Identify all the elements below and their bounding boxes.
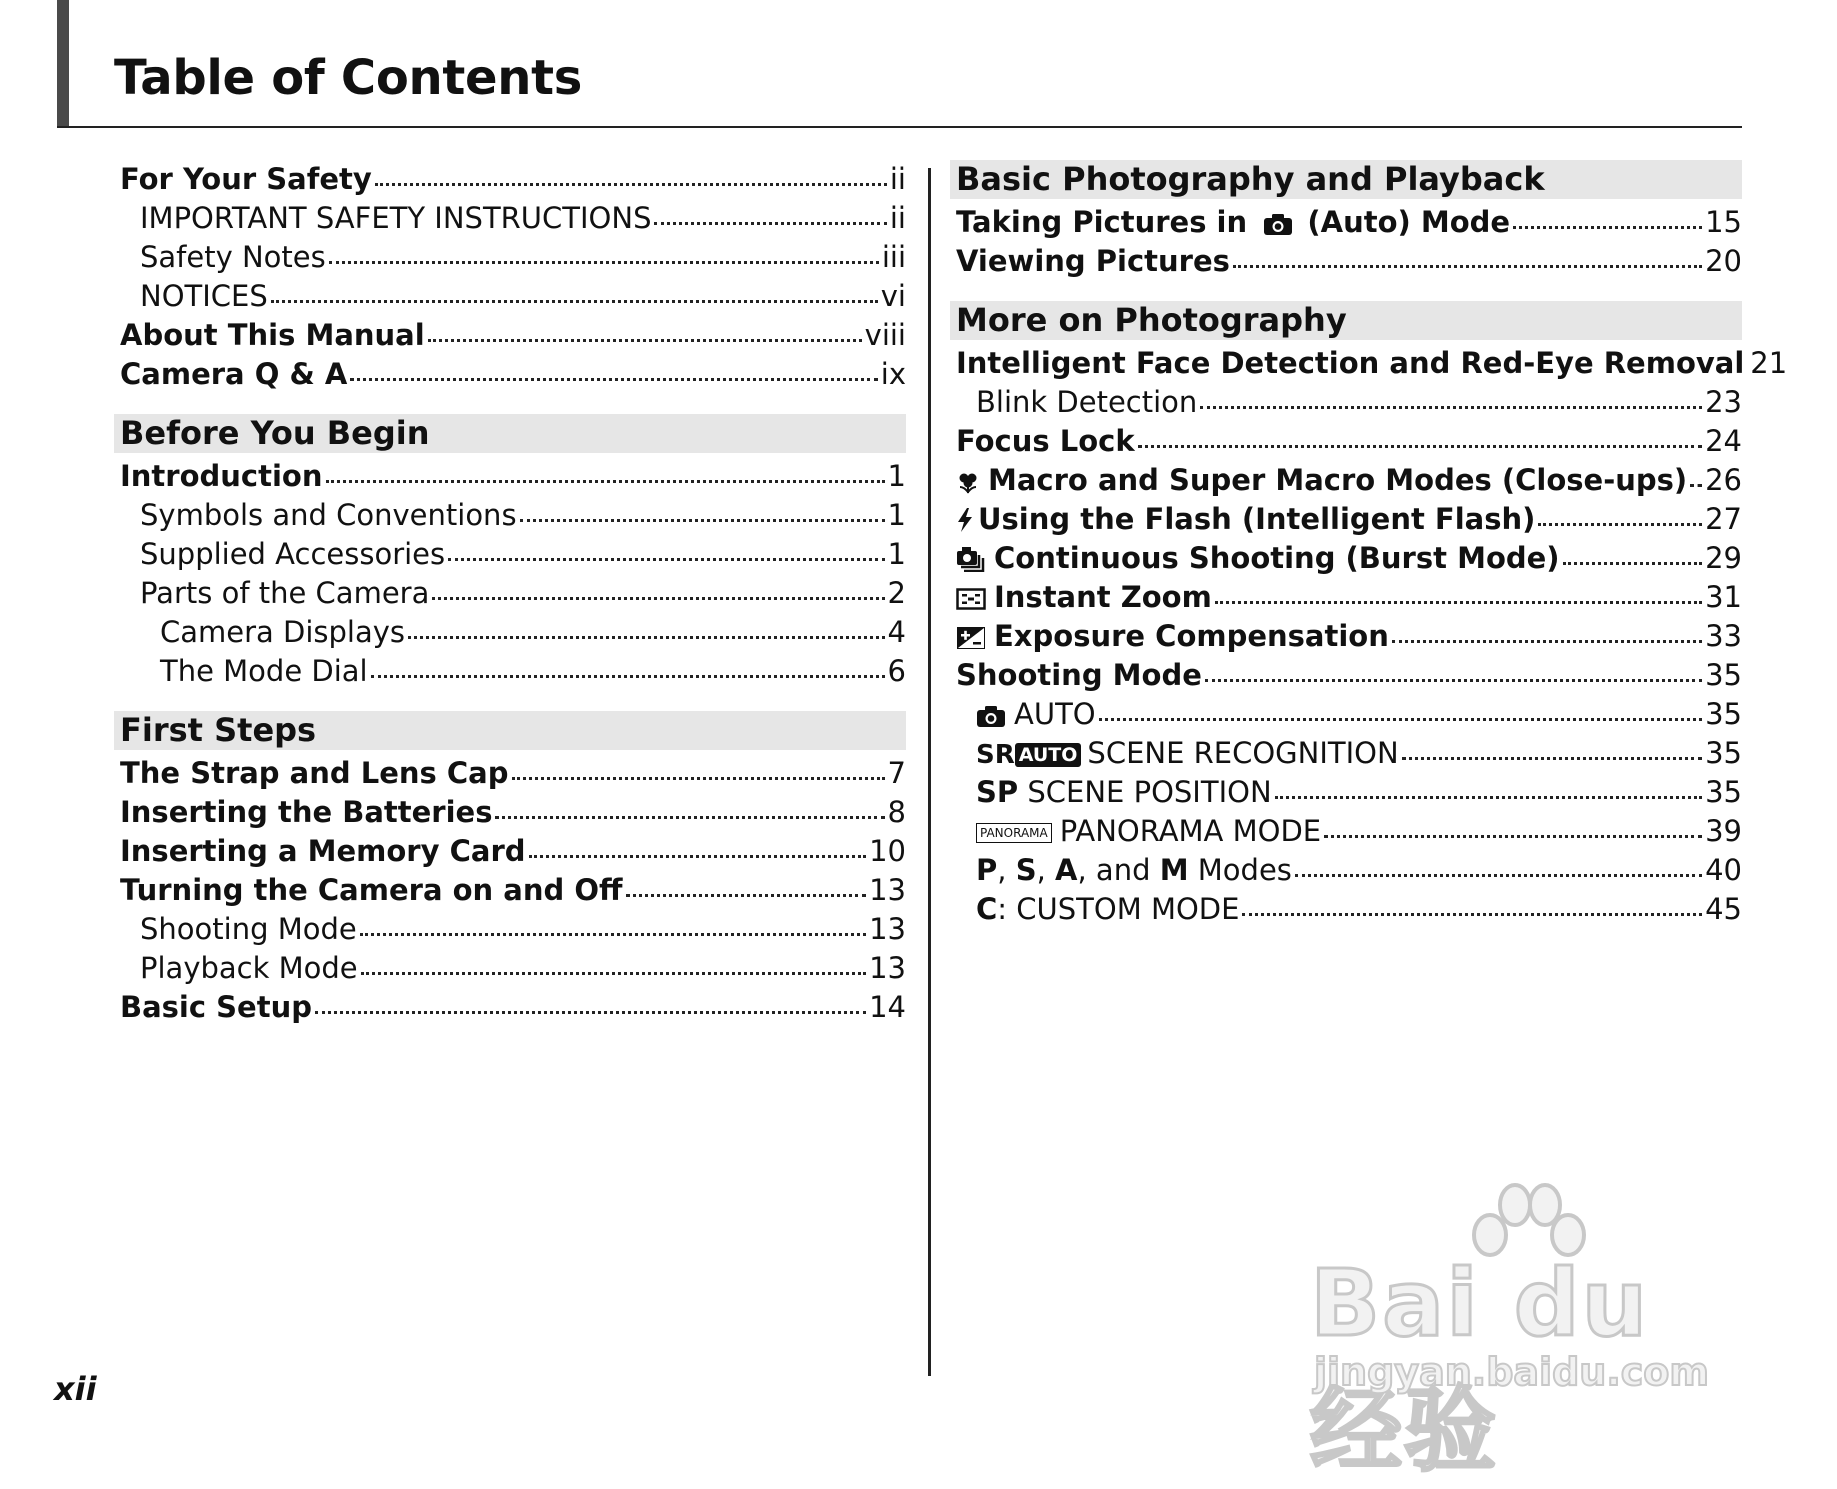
- toc-entry[interactable]: Introduction 1: [120, 459, 906, 493]
- toc-entry[interactable]: C: CUSTOM MODE 45: [976, 892, 1742, 926]
- camera-icon: [1263, 204, 1293, 243]
- toc-section-first-steps: [114, 711, 906, 1027]
- toc-entry[interactable]: Continuous Shooting (Burst Mode) 29: [950, 539, 1742, 578]
- toc-entry[interactable]: Inserting a Memory Card 10: [120, 834, 906, 868]
- toc-entry[interactable]: Safety Notes iii: [140, 240, 906, 274]
- toc-entry[interactable]: Inserting the Batteries 8: [120, 795, 906, 829]
- toc-entry[interactable]: Blink Detection 23: [976, 385, 1742, 419]
- column-divider: [928, 168, 931, 1376]
- toc-entry[interactable]: Viewing Pictures 20: [956, 244, 1742, 278]
- toc-entry[interactable]: Basic Setup 14: [120, 990, 906, 1024]
- toc-entry[interactable]: IMPORTANT SAFETY INSTRUCTIONS ii: [140, 201, 906, 235]
- toc-entry[interactable]: AUTO 35: [950, 695, 1742, 734]
- right-column: [950, 160, 1788, 949]
- section-heading: First Steps: [114, 711, 906, 750]
- panorama-icon: PANORAMA: [976, 823, 1052, 843]
- toc-section-before-you-begin: [114, 414, 906, 691]
- toc-entry[interactable]: Shooting Mode 35: [956, 658, 1742, 692]
- toc-entry[interactable]: SP SCENE POSITION 35: [976, 775, 1742, 809]
- toc-front-matter: [114, 160, 906, 394]
- toc-entry[interactable]: Taking Pictures in (Auto) Mode 15: [950, 203, 1742, 242]
- instant-zoom-icon: [956, 579, 986, 618]
- toc-entry[interactable]: PANORAMA PANORAMA MODE 39: [950, 812, 1742, 851]
- section-heading: Basic Photography and Playback: [950, 160, 1742, 199]
- toc-entry[interactable]: Using the Flash (Intelligent Flash) 27: [950, 500, 1742, 539]
- burst-mode-icon: [956, 540, 986, 579]
- auto-badge-icon: AUTO: [1015, 743, 1082, 767]
- scene-position-icon: SP: [976, 775, 1019, 809]
- toc-entry[interactable]: For Your Safety ii: [120, 162, 906, 196]
- toc-entry[interactable]: Camera Displays 4: [160, 615, 906, 649]
- exposure-compensation-icon: [956, 618, 986, 657]
- section-heading: Before You Begin: [114, 414, 906, 453]
- toc-section-more-on-photography: [950, 301, 1788, 929]
- toc-entry[interactable]: Instant Zoom 31: [950, 578, 1742, 617]
- watermark: [1310, 1180, 1750, 1484]
- toc-entry[interactable]: The Strap and Lens Cap 7: [120, 756, 906, 790]
- toc-entry[interactable]: Symbols and Conventions 1: [140, 498, 906, 532]
- page-title: Table of Contents: [114, 50, 583, 106]
- toc-entry[interactable]: Shooting Mode 13: [140, 912, 906, 946]
- watermark-url: jingyan.baidu.com: [1314, 1350, 1709, 1394]
- camera-icon: [976, 696, 1006, 735]
- flash-icon: [956, 501, 974, 540]
- section-heading: More on Photography: [950, 301, 1742, 340]
- toc-entry[interactable]: Macro and Super Macro Modes (Close-ups) 26: [950, 461, 1742, 500]
- left-column: [114, 160, 906, 1047]
- toc-entry[interactable]: Focus Lock 24: [956, 424, 1742, 458]
- toc-entry[interactable]: Turning the Camera on and Off 13: [120, 873, 906, 907]
- toc-entry[interactable]: Intelligent Face Detection and Red-Eye Removal 21: [956, 346, 1788, 380]
- toc-entry[interactable]: NOTICES vi: [140, 279, 906, 313]
- toc-entry[interactable]: Playback Mode 13: [140, 951, 906, 985]
- title-divider: [57, 126, 1742, 128]
- toc-entry[interactable]: SR AUTO SCENE RECOGNITION 35: [950, 734, 1742, 773]
- macro-flower-icon: [956, 462, 980, 501]
- page-number: xii: [54, 1370, 97, 1408]
- toc-entry[interactable]: P, S, A, and M Modes 40: [976, 853, 1742, 887]
- toc-entry[interactable]: Supplied Accessories 1: [140, 537, 906, 571]
- toc-section-basic-photography: [950, 160, 1742, 281]
- toc-entry[interactable]: Parts of the Camera 2: [140, 576, 906, 610]
- toc-entry[interactable]: The Mode Dial 6: [160, 654, 906, 688]
- toc-entry[interactable]: Exposure Compensation 33: [950, 617, 1742, 656]
- watermark-brand: Bai du 经验: [1310, 1250, 1650, 1484]
- toc-entry[interactable]: Camera Q & A ix: [120, 357, 906, 391]
- scene-recognition-icon: SR: [976, 740, 1015, 770]
- toc-entry[interactable]: About This Manual viii: [120, 318, 906, 352]
- title-accent-bar: [57, 0, 69, 127]
